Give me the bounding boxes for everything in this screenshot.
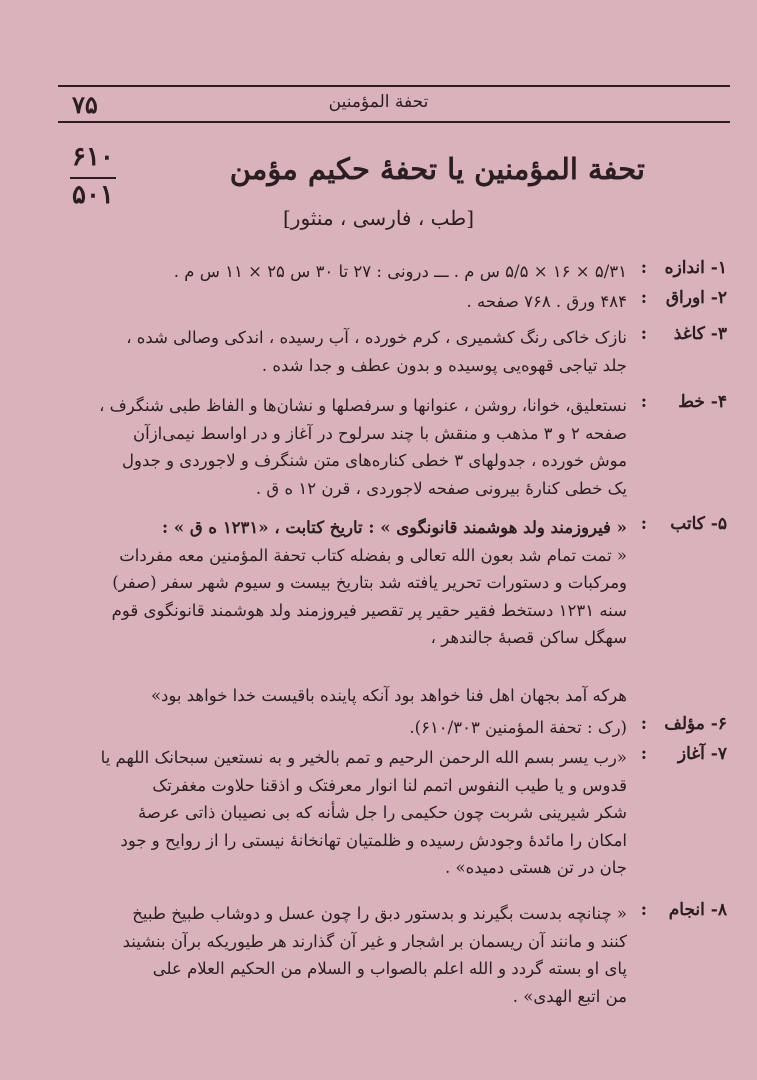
entry-label: ۷- آغاز bbox=[677, 744, 727, 764]
entry-text: نازک خاکی رنگ کشمیری ، کرم خورده ، آب رسیده ، اندکی وصالی شده ، جلد تیاجی قهوه‌یی پوسیده و بدون عطف و جدا شده . bbox=[126, 328, 627, 375]
entry-label: ۳- کاغذ bbox=[673, 324, 727, 344]
entry-label: ۵- کاتب bbox=[670, 514, 727, 534]
entry-label: ۲- اوراق bbox=[665, 288, 727, 308]
page-number: ۷۵ bbox=[72, 90, 98, 119]
entry-label: ۴- خط bbox=[678, 392, 727, 412]
poem-verse: هرکه آمد بجهان اهل فنا خواهد بود آنکه پاینده باقیست خدا خواهد بود» bbox=[150, 686, 627, 705]
work-title: تحفة المؤمنین یا تحفهٔ حکیم مؤمن bbox=[229, 152, 645, 186]
header-rule-top bbox=[58, 85, 730, 87]
entry-label: ۱- اندازه bbox=[664, 258, 727, 278]
entry-text: « چنانچه بدست بگیرند و بدستور دبق را چون عسل و دوشاب طبیخ طبیخ کنند و مانند آن ریسمان بر اشجار و غیر آن گذارند هر طیوریکه برآن بنشیند پای او بسته گردد و الله اعلم بالصواب و السلام من الحکیم العلام علی من اتبع الهدی» . bbox=[122, 904, 627, 1006]
entry-text: ۵/۳۱ × ۱۶ × ۵/۵ س م . ـــ درونی : ۲۷ تا ۳۰ س ۲۵ × ۱۱ س م . bbox=[173, 262, 627, 281]
entry-text: ۴۸۴ ورق . ۷۶۸ صفحه . bbox=[466, 292, 627, 311]
header-rule-bottom bbox=[58, 121, 730, 123]
running-title: تحفة المؤمنین bbox=[328, 92, 429, 112]
catalog-number-top: ۶۱۰ bbox=[72, 142, 114, 172]
entry-label: ۸- انجام bbox=[668, 900, 727, 920]
work-subtitle: [طب ، فارسی ، منثور] bbox=[282, 206, 474, 230]
catalog-number-bottom: ۵۰۱ bbox=[72, 180, 114, 210]
entry-label: ۶- مؤلف bbox=[664, 714, 727, 734]
entry-text: «رب یسر بسم الله الرحمن الرحیم و تمم بالخیر و به نستعین سبحانک اللهم یا قدوس و یا طیب النفوس اتمم لنا انوار معرفتک و اذقنا حلاوت مغفرتک شکر شیرینی شربت چون حکیمی را جل شأنه که بی نصیبان ذاتی عرصهٔ امکان را مائدهٔ وجودش رسیده و ظلمتیان تهانخانهٔ نیستی را از روایح و جود جان در تن هستی دمیده» . bbox=[100, 748, 627, 877]
entry-text: « فیروزمند ولد هوشمند قانونگوی » : تاریخ کتابت ، «۱۲۳۱ ه ق » : « تمت تمام شد بعون الله تعالی و بفضله کتاب تحفة المؤمنین معه مفردات ومرکبات و دستورات تحریر یافته شد بتاریخ بیست و سیوم شهر سفر (صفر) سنه ۱۲۳۱ دستخط فقیر حقیر پر تقصیر فیروزمند ولد هوشمند قانونگوی قوم سهگل ساکن قصبهٔ جالندهر ، bbox=[111, 518, 627, 647]
manuscript-catalog-page: ۷۵ تحفة المؤمنین ۶۱۰ ۵۰۱ تحفة المؤمنین یا تحفهٔ حکیم مؤمن [طب ، فارسی ، منثور] ۱- اندازه : ۵/۳۱ × ۱۶ × ۵/۵ س م . ـــ درونی : ۲۷ تا ۳۰ س ۲۵ × ۱۱ س م . ۲- اوراق : ۴۸۴ ورق . ۷۶۸ صفحه . ۳- کاغذ : نازک خاکی رنگ کشمیری ، کرم خورده ، آب رسیده ، اندکی وصالی شده ، جلد تیاجی قهوه‌یی پوسیده و بدون عطف و جدا شده . ۴- خط : نستعلیق، خوانا، روشن ، عنوانها و سرفصلها و نشان‌ها و الفاظ طبی شنگرف ، صفحه ۲ و ۳ مذهب و منقش با چند سرلوح در آغاز و در اواسط نیمی‌ازآن موش خورده ، جدولهای ۳ خطی کناره‌های متن شنگرف و لاجوردی و جدول یک خطی کنارهٔ بیرونی صفحه لاجوردی ، قرن ۱۲ ه ق . ۵- کاتب : « فیروزمند ولد هوشمند قانونگوی » : تاریخ کتابت ، «۱۲۳۱ ه ق » : « تمت تمام شد بعون الله تعالی و بفضله کتاب تحفة المؤمنین معه مفردات ومرکبات و دستورات تحریر یافته شد بتاریخ بیست و سیوم شهر سفر (صفر) سنه ۱۲۳۱ دستخط فقیر حقیر پر تقصیر فیروزمند ولد هوشمند قانونگوی قوم سهگل ساکن قصبهٔ جالندهر ، هرکه آمد بجهان اهل فنا خواهد بود آنکه پاینده باقیست خدا خواهد بود» ۶- مؤلف : (رک : تحفة المؤمنین ۶۱۰/۳۰۳). ۷- آغاز : «رب یسر بسم الله الرحمن الرحیم و تمم بالخیر و به نستعین سبحانک اللهم یا قدوس و یا طیب النفوس اتمم لنا انوار معرفتک و اذقنا حلاوت مغفرتک شکر شیرینی شربت چون حکیمی را جل شأنه که بی نصیبان ذاتی عرصهٔ امکان را مائدهٔ وجودش رسیده و ظلمتیان تهانخانهٔ نیستی را از روایح و جود جان در تن هستی دمیده» . ۸- انجام : « چنانچه بدست بگیرند و بدستور دبق را چون عسل و دوشاب طبیخ طبیخ کنند و مانند آن ریسمان بر اشجار و غیر آن گذارند هر طیوریکه برآن بنشیند پای او بسته گردد و الله اعلم بالصواب و السلام من الحکیم العلام علی من اتبع الهدی» . bbox=[0, 0, 757, 1080]
entry-text: (رک : تحفة المؤمنین ۶۱۰/۳۰۳). bbox=[409, 718, 627, 737]
catalog-number-divider bbox=[70, 177, 116, 179]
entry-text: نستعلیق، خوانا، روشن ، عنوانها و سرفصلها و نشان‌ها و الفاظ طبی شنگرف ، صفحه ۲ و ۳ مذهب و منقش با چند سرلوح در آغاز و در اواسط نیمی‌ازآن موش خورده ، جدولهای ۳ خطی کناره‌های متن شنگرف و لاجوردی و جدول یک خطی کنارهٔ بیرونی صفحه لاجوردی ، قرن ۱۲ ه ق . bbox=[99, 396, 627, 498]
